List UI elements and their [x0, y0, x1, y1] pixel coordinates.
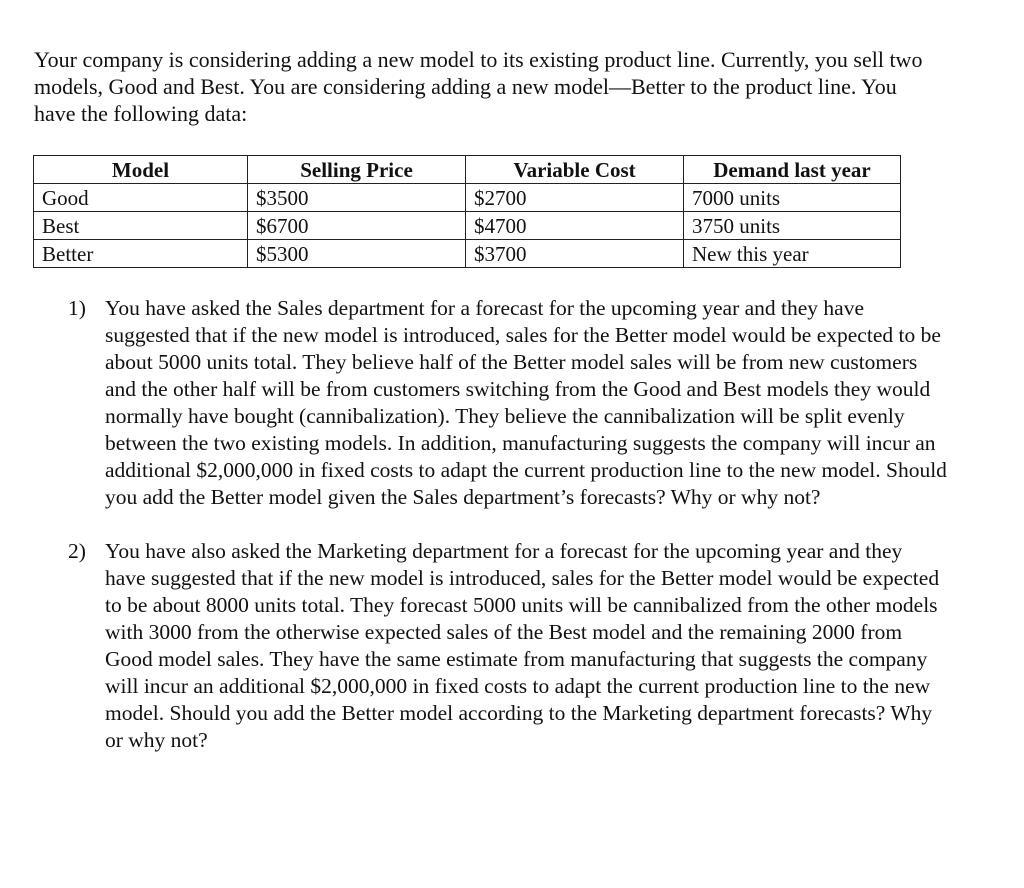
cell-selling-price: $6700 — [248, 212, 466, 240]
question-text: You have asked the Sales department for a forecast for the upcoming year and they have suggested that if the new model is introduced, sales for the Better model would be expected to be about 5000 units total. They believe half of the Better model sales will be from new customers and the other half will be from customers switching from the Good and Best models they would normally have bought (cannibalization). They believe the cannibalization will be split evenly between the two existing models. In addition, manufacturing suggests the company will incur an additional $2,000,000 in fixed costs to adapt the current production line to the new model. Should you add the Better model given the Sales department’s forecasts? Why or why not? — [105, 296, 947, 509]
cell-demand: New this year — [684, 240, 901, 268]
cell-selling-price: $3500 — [248, 184, 466, 212]
cell-variable-cost: $2700 — [466, 184, 684, 212]
header-demand-last-year: Demand last year — [684, 156, 901, 184]
cell-demand: 3750 units — [684, 212, 901, 240]
intro-paragraph: Your company is considering adding a new model to its existing product line. Currently, you sell two models, Good and Best. You are considering adding a new model—Better to the product line. You have the following data: — [34, 47, 923, 126]
cell-model: Good — [34, 184, 248, 212]
table-header-row — [34, 156, 901, 184]
product-data-table — [33, 155, 901, 268]
cell-model: Better — [34, 240, 248, 268]
question-list — [68, 295, 948, 781]
table-row — [34, 212, 901, 240]
question-item — [68, 295, 948, 511]
header-selling-price: Selling Price — [248, 156, 466, 184]
cell-variable-cost: $3700 — [466, 240, 684, 268]
question-text: You have also asked the Marketing department for a forecast for the upcoming year and they have suggested that if the new model is introduced, sales for the Better model would be expected to be about 8000 units total. They forecast 5000 units will be cannibalized from the other models with 3000 from the otherwise expected sales of the Best model and the remaining 2000 from Good model sales. They have the same estimate from manufacturing that suggests the company will incur an additional $2,000,000 in fixed costs to adapt the current production line to the new model. Should you add the Better model according to the Marketing department forecasts? Why or why not? — [105, 539, 940, 752]
cell-model: Best — [34, 212, 248, 240]
table-row — [34, 240, 901, 268]
question-number: 2) — [68, 539, 86, 563]
cell-selling-price: $5300 — [248, 240, 466, 268]
question-item — [68, 538, 948, 754]
cell-variable-cost: $4700 — [466, 212, 684, 240]
header-model: Model — [34, 156, 248, 184]
table-row — [34, 184, 901, 212]
cell-demand: 7000 units — [684, 184, 901, 212]
question-number: 1) — [68, 296, 86, 320]
header-variable-cost: Variable Cost — [466, 156, 684, 184]
